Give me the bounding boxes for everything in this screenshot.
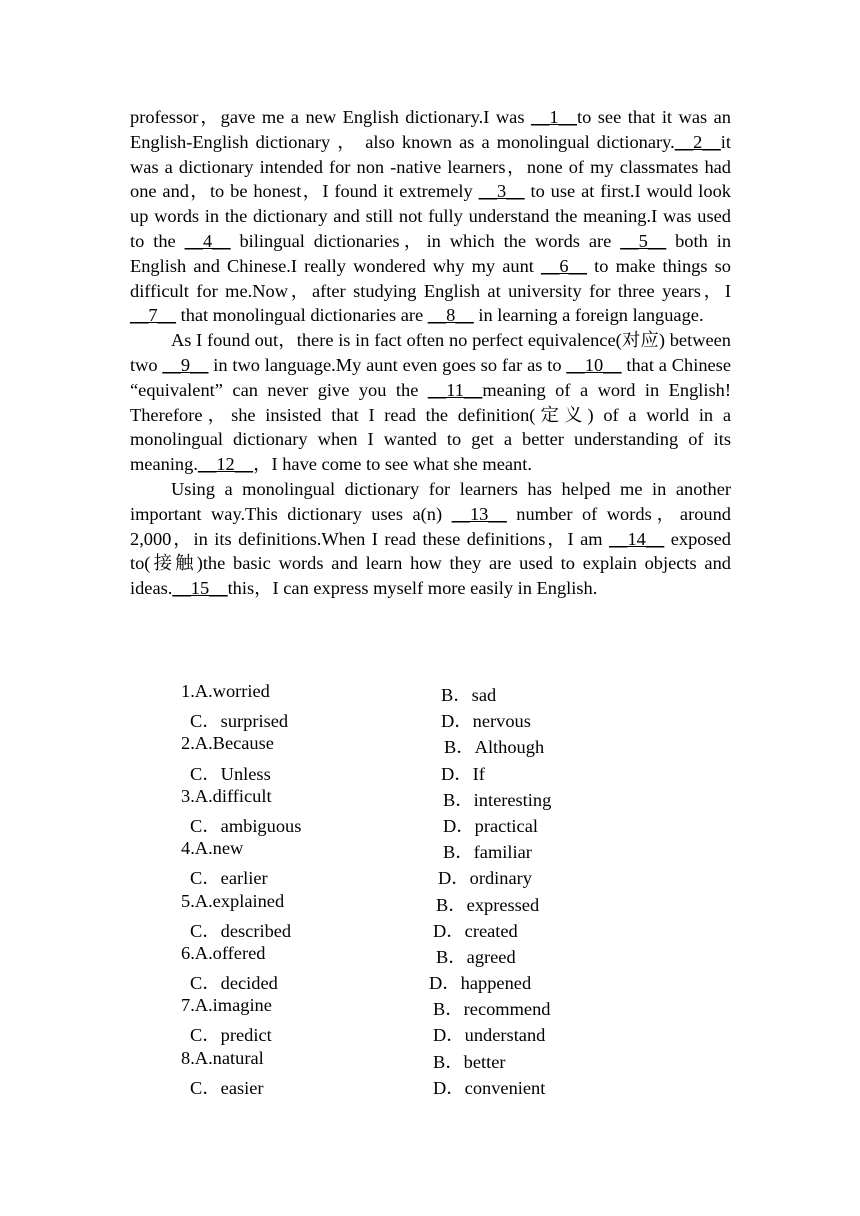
paragraph-1 xyxy=(130,105,731,328)
option-left: 7.A.imagine xyxy=(181,995,272,1016)
option-left: C．earlier xyxy=(190,868,268,889)
cloze-passage xyxy=(130,105,731,601)
option-left: 4.A.new xyxy=(181,838,244,859)
passage-text: that monolingual dictionaries are xyxy=(175,305,428,326)
option-row xyxy=(0,733,860,759)
answer-blank: __7__ xyxy=(130,305,176,326)
option-left: 6.A.offered xyxy=(181,942,266,963)
option-left: 5.A.explained xyxy=(181,890,285,911)
option-right: B．agreed xyxy=(436,946,516,967)
option-left: C．surprised xyxy=(190,711,289,732)
answer-blank: __1__ xyxy=(530,107,577,127)
answer-blank: __2__ xyxy=(674,131,721,152)
passage-text: Using a monolingual dictionary for learners has helped me in another important way.This dictionary uses a(n) xyxy=(130,478,731,524)
option-right: D．understand xyxy=(433,1025,546,1046)
option-right: D．ordinary xyxy=(438,868,532,889)
option-left: 3.A.difficult xyxy=(181,785,272,806)
option-right: B．Although xyxy=(444,737,545,758)
answer-blank: __5__ xyxy=(620,230,667,251)
option-row xyxy=(0,786,860,812)
option-row xyxy=(0,943,860,969)
option-right: B．interesting xyxy=(443,789,552,810)
answer-blank: __10__ xyxy=(566,354,622,375)
passage-text: in two language.My aunt even goes so far as to xyxy=(208,354,567,375)
option-left: 1.A.worried xyxy=(181,681,270,701)
option-right: D．convenient xyxy=(433,1077,546,1098)
passage-text: in learning a foreign language. xyxy=(473,305,704,326)
answer-blank: __14__ xyxy=(609,528,665,549)
option-left: C．ambiguous xyxy=(190,815,302,836)
option-row xyxy=(0,969,860,995)
passage-text: that a Chinese “equivalent” can never give you the xyxy=(130,354,731,400)
option-left: 8.A.natural xyxy=(181,1047,264,1068)
answer-blank: __12__ xyxy=(197,454,254,475)
passage-text: this，I can express myself more easily in English. xyxy=(227,578,598,599)
passage-text: number of words，around 2,000，in its definitions.When I read these definitions，I am xyxy=(130,503,731,549)
paragraph-3 xyxy=(130,477,731,601)
passage-text: it was a dictionary intended for non -native learners，none of my classmates had one and，to be honest，I found it extremely xyxy=(130,131,731,202)
option-row xyxy=(0,864,860,890)
option-left: C．described xyxy=(190,920,292,941)
answer-blank: __8__ xyxy=(427,305,474,326)
passage-text: both in English and Chinese.I really wondered why my aunt xyxy=(130,230,732,276)
answer-blank: __11__ xyxy=(427,379,483,400)
option-row xyxy=(0,891,860,917)
option-left: 2.A.Because xyxy=(181,733,274,754)
option-row xyxy=(0,917,860,943)
option-right: D．practical xyxy=(443,815,538,836)
passage-text: to use at first.I would look up words in the dictionary and still not fully understand the meaning.I was used to the xyxy=(130,181,731,251)
option-row xyxy=(0,707,860,733)
answer-blank: __9__ xyxy=(162,354,209,375)
option-left: C．predict xyxy=(190,1025,272,1046)
paragraph-2 xyxy=(130,328,731,477)
option-right: B．sad xyxy=(441,685,497,705)
passage-text: ，I have come to see what she meant. xyxy=(253,454,532,475)
passage-text: to make things so difficult for me.Now，after studying English at university for three years，I xyxy=(130,255,731,301)
option-left: C．easier xyxy=(190,1077,264,1098)
passage-text: exposed to(接触)the basic words and learn how they are used to explain objects and ideas. xyxy=(130,528,731,599)
option-right: D．nervous xyxy=(441,711,531,732)
answer-options xyxy=(0,681,860,1100)
answer-blank: __6__ xyxy=(541,255,587,276)
passage-text: bilingual dictionaries，in which the words are xyxy=(230,230,621,251)
option-row xyxy=(0,838,860,864)
option-left: C．decided xyxy=(190,973,278,994)
option-right: D．created xyxy=(433,920,518,941)
answer-blank: __3__ xyxy=(478,181,525,202)
option-right: D．If xyxy=(441,763,485,784)
option-row xyxy=(0,1021,860,1047)
option-right: B．familiar xyxy=(443,842,532,863)
option-row xyxy=(0,760,860,786)
answer-blank: __4__ xyxy=(184,230,231,251)
option-right: B．expressed xyxy=(436,894,540,915)
option-row xyxy=(0,812,860,838)
passage-text: As I found out，there is in fact often no perfect equivalence(对应) between two xyxy=(130,330,731,375)
answer-blank: __15__ xyxy=(172,578,228,599)
option-right: B．recommend xyxy=(433,999,551,1020)
option-row xyxy=(0,1048,860,1074)
option-row xyxy=(0,1074,860,1100)
option-row xyxy=(0,681,860,707)
passage-text: to see that it was an English-English dictionary ， also known as a monolingual dictionary. xyxy=(130,107,731,152)
option-left: C．Unless xyxy=(190,763,271,784)
option-row xyxy=(0,995,860,1021)
option-right: B．better xyxy=(433,1051,506,1072)
answer-blank: __13__ xyxy=(451,503,507,524)
passage-text: professor，gave me a new English dictionary.I was xyxy=(130,107,531,127)
option-right: D．happened xyxy=(429,973,532,994)
passage-text: meaning of a word in English! Therefore，she insisted that I read the definition(定义) of a world in a monolingual dictionary when I wanted to get a better understanding of its meaning. xyxy=(130,379,731,475)
